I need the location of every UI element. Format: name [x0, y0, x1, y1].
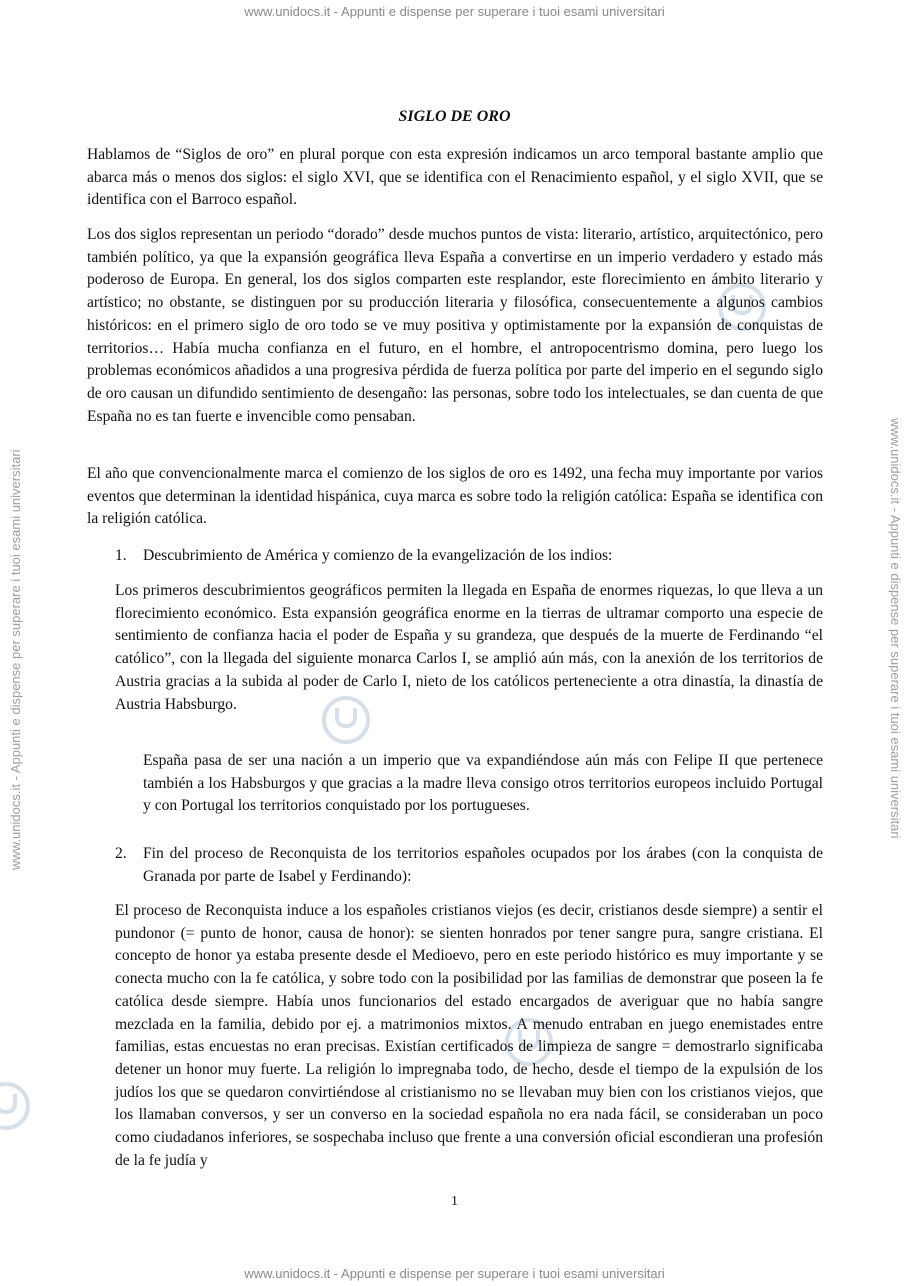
- list-item-heading: Fin del proceso de Reconquista de los territorios españoles ocupados por los árabes (con la conquista de Granada por parte de Isabel y Ferdinando):: [143, 845, 823, 885]
- right-watermark: www.unidocs.it - Appunti e dispense per superare i tuoi esami universitari: [888, 418, 903, 839]
- paragraph-1492: El año que convencionalmente marca el comienzo de los siglos de oro es 1492, una fecha muy importante por varios eventos que determinan la identidad hispánica, cuya marca es sobre todo la religión católica: España se identifica con la religión católica.: [87, 465, 823, 528]
- paragraph-two-centuries: Los dos siglos representan un periodo “dorado” desde muchos puntos de vista: literario, artístico, arquitectónico, pero también político, ya que la expansión geográfica lleva España a convertirse en un imperio verdadero y estado más poderoso de Europa. En general, los dos siglos comparten este resplandor, este florecimiento en ámbito literario y artístico; no obstante, se distinguen por su producción literaria y filosófica, consecuentemente a algunos cambios históricos: en el primero siglo de oro todo se ve muy positiva y optimistamente por la expansión de conquistas de territorios… Había mucha confianza en el futuro, en el hombre, el antropocentrismo domina, pero luego los problemas económicos añadidos a una progresiva pérdida de fuerza política por parte del imperio en el segundo siglo de oro causan un difundido sentimiento de desengaño: las personas, sobre todo los intelectuales, se dan cuenta de que España no es tan fuerte e invencible como pensaban.: [87, 226, 823, 425]
- list-item: [115, 843, 823, 888]
- list-item-number: 1.: [115, 547, 127, 564]
- document-title: SIGLO DE ORO: [398, 108, 511, 125]
- list-item: [115, 545, 823, 568]
- paragraph-reconquista: El proceso de Reconquista induce a los españoles cristianos viejos (es decir, cristianos desde siempre) a sentir el pundonor (= punto de honor, causa de honor): se sienten honrados por tener sangre pura, sangre cristiana. El concepto de honor ya estaba presente desde el Medioevo, pero en este periodo histórico es muy importante y se conecta mucho con la fe católica, y sobre todo con la posibilidad por las familias de demonstrar que poseen la fe católica desde siempre. Había unos funcionarios del estado encargados de averiguar que no había sangre mezclada en la familia, debido por ej. a matrimonios mixtos. A menudo entraban en juego enemistades entre familias, estas encuestas no eran precisas. Existían certificados de limpieza de sangre = demostrarlo significaba detener un honor muy fuerte. La religión lo impregnaba todo, de hecho, desde el tiempo de la expulsión de los judíos los que se quedaron convirtiéndose al cristianismo no se llevaban muy bien con los cristianos viejos, que los llamaban conversos, y ser un converso en la sociedad española no era nada fácil, se consideraban un poco como ciudadanos inferiores, se sospechaba incluso que frente a una conversión oficial escondieran una profesión de la fe judía y: [115, 902, 823, 1169]
- page-number: 1: [451, 1194, 458, 1209]
- watermark-logo-icon: [0, 1082, 30, 1130]
- paragraph-discovery: Los primeros descubrimientos geográficos permiten la llegada en España de enormes riquezas, lo que lleva a un florecimiento económico. Esta expansión geográfica enorme en la tierras de ultramar comporto una especie de sentimiento de confianza hacia el poder de España y su grandeza, que después de la muerte de Ferdinando “el católico”, con la llegada del siguiente monarca Carlos I, se amplió aún más, con la anexión de los territorios de Austria gracias a la subida al poder de Carlo I, nieto de los católicos perteneciente a otra dinastía, la dinastía de Austria Habsburgo.: [115, 582, 823, 713]
- paragraph-empire: España pasa de ser una nación a un imperio que va expandiéndose aún más con Felipe II que pertenece también a los Habsburgos y que gracias a la madre lleva consigo otros territorios europeos incluido Portugal y con Portugal los territorios conquistado por los portugueses.: [143, 752, 823, 815]
- paragraph-intro: Hablamos de “Siglos de oro” en plural porque con esta expresión indicamos un arco temporal bastante amplio que abarca más o menos dos siglos: el siglo XVI, que se identifica con el Renacimiento español, y el siglo XVII, que se identifica con el Barroco español.: [87, 146, 823, 209]
- header-watermark: www.unidocs.it - Appunti e dispense per superare i tuoi esami universitari: [244, 4, 665, 19]
- left-watermark: www.unidocs.it - Appunti e dispense per superare i tuoi esami universitari: [8, 449, 23, 870]
- footer-watermark: www.unidocs.it - Appunti e dispense per superare i tuoi esami universitari: [244, 1266, 665, 1281]
- list-item-number: 2.: [115, 845, 127, 862]
- list-item-heading: Descubrimiento de América y comienzo de la evangelización de los indios:: [143, 547, 613, 564]
